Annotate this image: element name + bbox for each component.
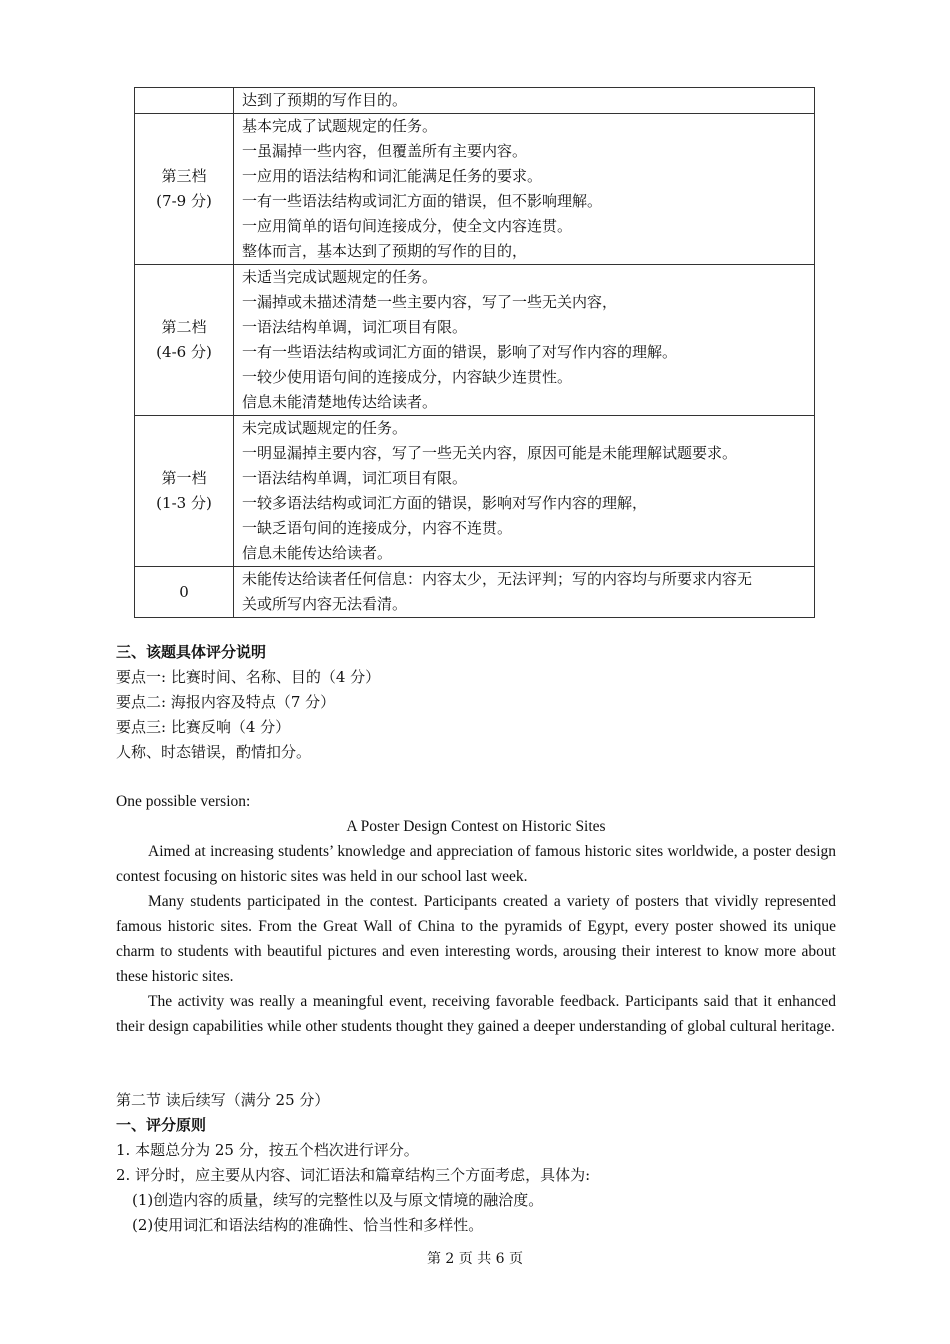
grade-criterion-line: 一语法结构单调，词汇项目有限。 [242, 469, 468, 487]
deduction-note: 人称、时态错误，酌情扣分。 [116, 743, 312, 761]
grade-level-cell [135, 114, 234, 265]
sample-essay [116, 789, 836, 1039]
grade-level-cell [135, 265, 234, 416]
grade-level-name: 第二档 [161, 318, 207, 336]
essay-paragraph-1: Aimed at increasing students’ knowledge and appreciation of famous historic sites worldwide, a poster design contest focusing on historic sites was held in our school last week. [116, 843, 836, 885]
grade-criterion-line: 一有一些语法结构或词汇方面的错误，影响了对写作内容的理解。 [242, 343, 678, 361]
grade-row [135, 265, 815, 416]
grade-level-cell [135, 416, 234, 567]
grade-criterion-line: 基本完成了试题规定的任务。 [242, 117, 438, 135]
grade-level-cell [135, 88, 234, 114]
grade-description-cell [234, 416, 815, 567]
point-two: 要点二: 海报内容及特点（7 分） [116, 693, 336, 711]
grade-description-cell [234, 88, 815, 114]
grade-description-cell [234, 114, 815, 265]
grade-criterion-line: 一漏掉或未描述清楚一些主要内容，写了一些无关内容， [242, 293, 618, 311]
essay-paragraph-3: The activity was really a meaningful event, receiving favorable feedback. Participants said that it enhanced their design capabilities while other students thought they gained a deeper understanding of global cultural heritage. [116, 993, 836, 1035]
grade-level-name: 0 [179, 582, 189, 601]
grade-criterion-line: 一语法结构单调，词汇项目有限。 [242, 318, 468, 336]
grade-criterion-line: 一虽漏掉一些内容，但覆盖所有主要内容。 [242, 142, 528, 160]
grade-criterion-line: 未能传达给读者任何信息：内容太少，无法评判；写的内容均与所要求内容无 [242, 570, 753, 588]
section-two-title: 第二节 读后续写（满分 25 分） [116, 1091, 330, 1109]
grade-score-range: (4-6 分) [156, 343, 212, 361]
grade-row [135, 416, 815, 567]
rule-item-1: 1. 本题总分为 25 分，按五个档次进行评分。 [116, 1141, 419, 1159]
grade-criterion-line: 一应用的语法结构和词汇能满足任务的要求。 [242, 167, 543, 185]
rule-subitem-1: (1)创造内容的质量，续写的完整性以及与原文情境的融洽度。 [132, 1191, 544, 1209]
grade-score-range: (7-9 分) [156, 192, 212, 210]
point-three: 要点三: 比赛反响（4 分） [116, 718, 291, 736]
grade-score-range: (1-3 分) [156, 494, 212, 512]
grading-table [134, 87, 815, 618]
section-two [116, 1088, 836, 1238]
grade-criterion-line: 信息未能传达给读者。 [242, 544, 393, 562]
grade-row [135, 88, 815, 114]
section-three-heading: 三、该题具体评分说明 [116, 643, 267, 661]
grade-description-cell [234, 265, 815, 416]
grade-row [135, 114, 815, 265]
grade-criterion-line: 一应用简单的语句间连接成分，使全文内容连贯。 [242, 217, 573, 235]
grade-criterion-line: 关或所写内容无法看清。 [242, 595, 408, 613]
grade-description-cell [234, 567, 815, 618]
point-one: 要点一: 比赛时间、名称、目的（4 分） [116, 668, 381, 686]
section-three [116, 640, 836, 765]
grade-criterion-line: 未完成试题规定的任务。 [242, 419, 408, 437]
grade-criterion-line: 一缺乏语句间的连接成分，内容不连贯。 [242, 519, 513, 537]
rule-item-2: 2. 评分时，应主要从内容、词汇语法和篇章结构三个方面考虑，具体为: [116, 1166, 591, 1184]
grade-level-name: 第一档 [161, 469, 207, 487]
grade-criterion-line: 一明显漏掉主要内容，写了一些无关内容，原因可能是未能理解试题要求。 [242, 444, 738, 462]
grade-criterion-line: 整体而言，基本达到了预期的写作的目的， [242, 242, 528, 260]
rule-subitem-2: (2)使用词汇和语法结构的准确性、恰当性和多样性。 [132, 1216, 484, 1234]
grade-criterion-line: 信息未能清楚地传达给读者。 [242, 393, 438, 411]
essay-paragraph-2: Many students participated in the contest. Participants created a variety of posters that vividly represented famous historic sites. From the Great Wall of China to the pyramids of Egypt, every poster showed its unique charm to students with beautiful pictures and even interesting words, arousing their interest to know more about these historic sites. [116, 893, 836, 985]
grade-level-cell [135, 567, 234, 618]
grade-criterion-line: 一有一些语法结构或词汇方面的错误，但不影响理解。 [242, 192, 603, 210]
grade-criterion-line: 未适当完成试题规定的任务。 [242, 268, 438, 286]
page-footer: 第 2 页 共 6 页 [426, 1251, 524, 1267]
essay-title: A Poster Design Contest on Historic Sites [346, 818, 606, 835]
grade-criterion-line: 一较少使用语句间的连接成分，内容缺少连贯性。 [242, 368, 573, 386]
grade-level-name: 第三档 [161, 167, 207, 185]
grade-criterion-line: 达到了预期的写作目的。 [242, 91, 408, 109]
grade-criterion-line: 一较多语法结构或词汇方面的错误，影响对写作内容的理解， [242, 494, 648, 512]
section-two-heading: 一、评分原则 [116, 1116, 207, 1134]
essay-label: One possible version: [116, 793, 251, 810]
grade-row [135, 567, 815, 618]
